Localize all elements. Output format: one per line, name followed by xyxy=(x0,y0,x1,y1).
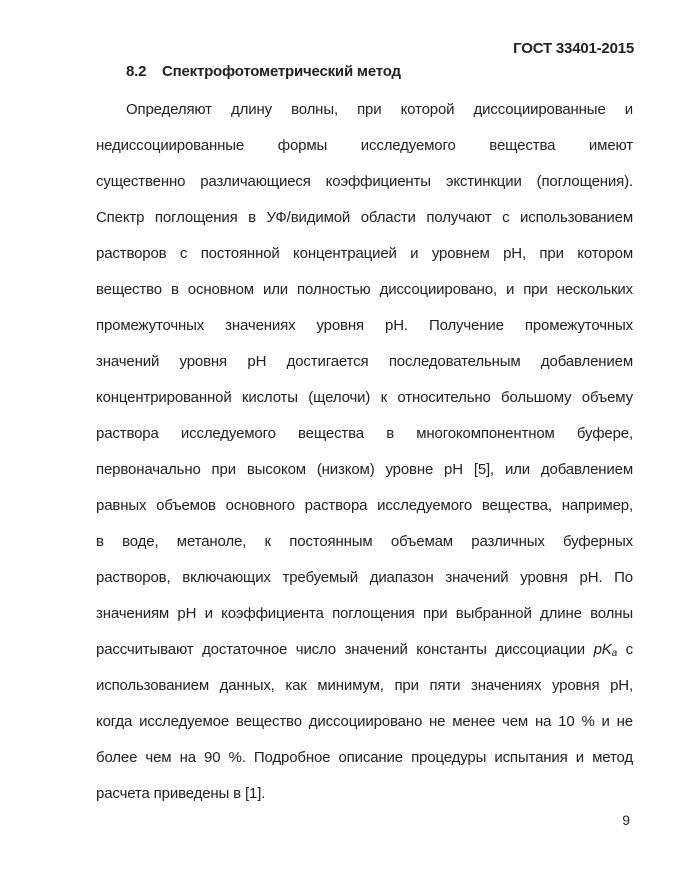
paragraph-line: Определяют длину волны, при которой диссоциированные и xyxy=(126,101,633,118)
paragraph-line: расчета приведены в [1]. xyxy=(96,785,266,802)
line-text-before-pka: рассчитывают достаточное число значений константы диссоциации xyxy=(96,641,594,658)
paragraph-line: первоначально при высоком (низком) уровне pH [5], или добавлением xyxy=(96,461,633,478)
paragraph-line: Спектр поглощения в УФ/видимой области получают с использованием xyxy=(96,209,633,226)
paragraph-line: существенно различающиеся коэффициенты экстинкции (поглощения). xyxy=(96,173,633,190)
paragraph-line: более чем на 90 %. Подробное описание процедуры испытания и метод xyxy=(96,749,633,766)
paragraph-line: когда исследуемое вещество диссоциировано не менее чем на 10 % и не xyxy=(96,713,633,730)
paragraph-line: промежуточных значениях уровня pH. Получение промежуточных xyxy=(96,317,633,334)
line-text-after-pka: с xyxy=(617,641,633,658)
paragraph-line-pka xyxy=(96,632,633,668)
pka-symbol xyxy=(594,641,617,658)
paragraph-line: концентрированной кислоты (щелочи) к относительно большому объему xyxy=(96,389,633,406)
paragraph-line: равных объемов основного раствора исследуемого вещества, например, xyxy=(96,497,633,514)
pka-subscript: a xyxy=(611,648,618,659)
section-heading xyxy=(126,63,401,80)
pka-base: pK xyxy=(593,641,612,658)
paragraph-line: недиссоциированные формы исследуемого вещества имеют xyxy=(96,137,633,154)
paragraph xyxy=(96,92,633,812)
section-title-text: Спектрофотометрический метод xyxy=(162,63,401,80)
paragraph-line: растворов с постоянной концентрацией и уровнем pH, при котором xyxy=(96,245,633,262)
paragraph-line: в воде, метаноле, к постоянным объемам различных буферных xyxy=(96,533,633,550)
document-standard-code: ГОСТ 33401-2015 xyxy=(513,40,634,57)
paragraph-line: использованием данных, как минимум, при пяти значениях уровня pH, xyxy=(96,677,633,694)
section-number: 8.2 xyxy=(126,63,147,80)
paragraph-line: растворов, включающих требуемый диапазон значений уровня pH. По xyxy=(96,569,633,586)
paragraph-line: раствора исследуемого вещества в многокомпонентном буфере, xyxy=(96,425,633,442)
paragraph-line: вещество в основном или полностью диссоциировано, и при нескольких xyxy=(96,281,633,298)
paragraph-line: значениям pH и коэффициента поглощения при выбранной длине волны xyxy=(96,605,633,622)
page-number: 9 xyxy=(622,812,630,828)
paragraph-line: значений уровня pH достигается последовательным добавлением xyxy=(96,353,633,370)
